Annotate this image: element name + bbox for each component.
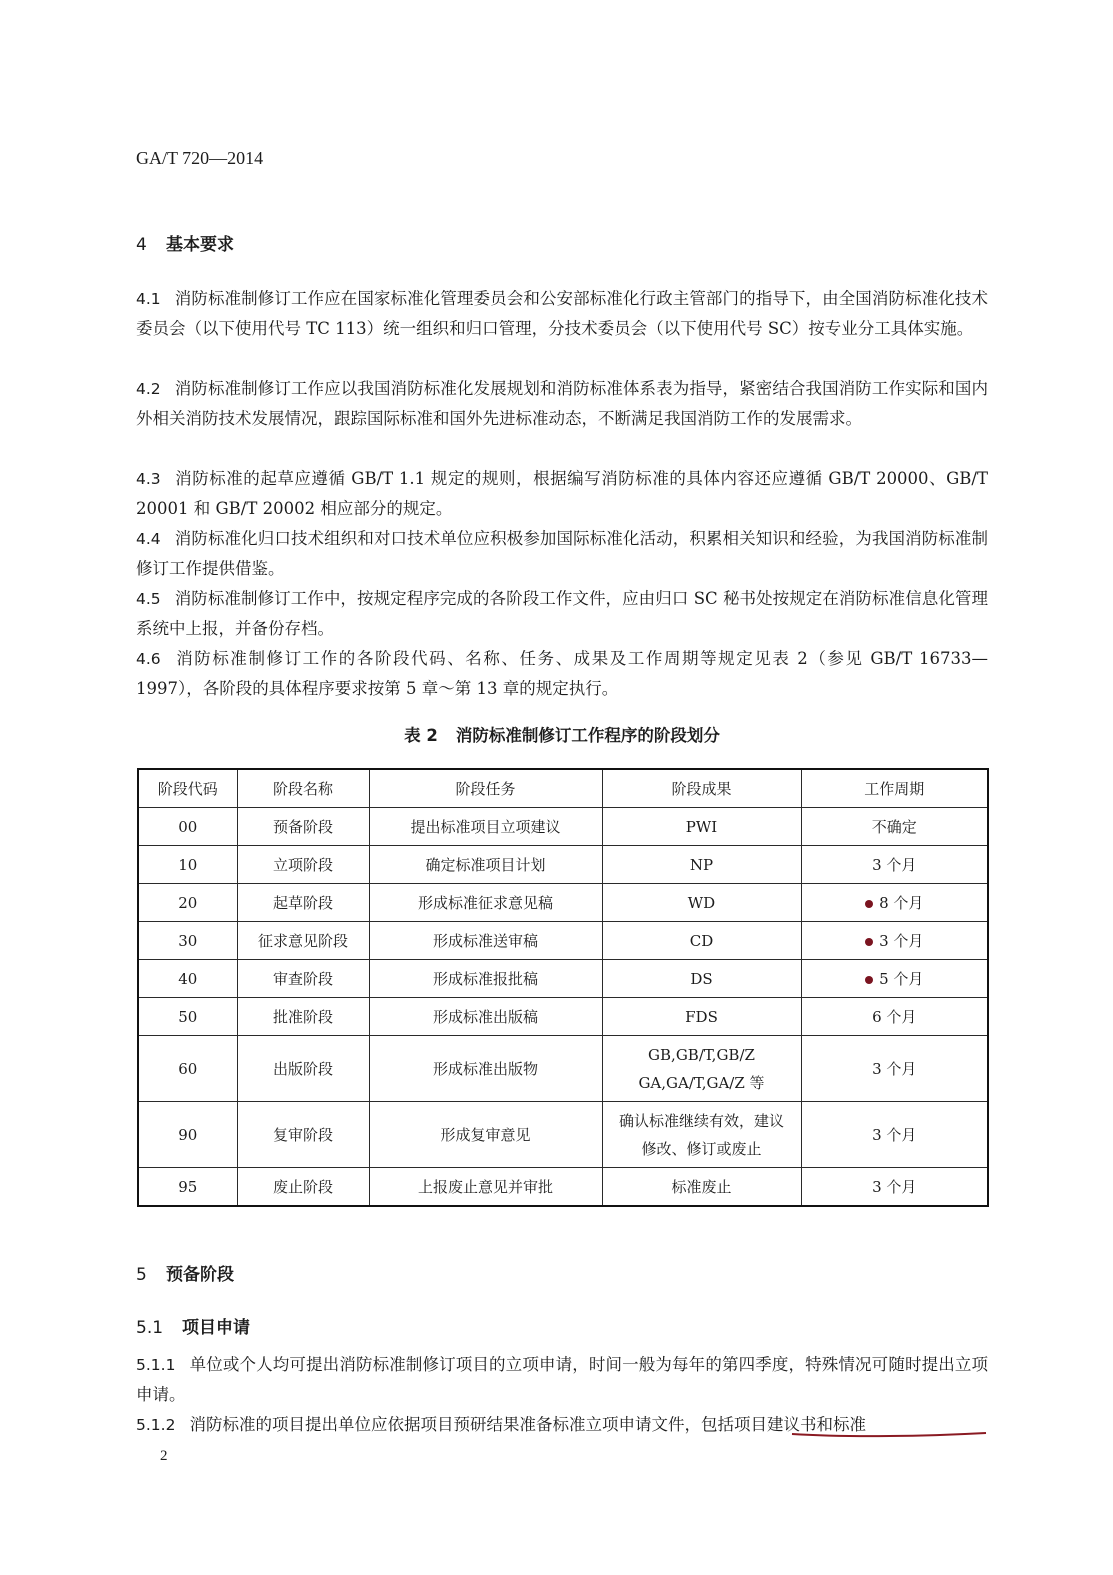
- ink-dot-mark: [865, 938, 873, 946]
- para-4-1: [136, 284, 988, 344]
- section-number: 4: [136, 235, 147, 255]
- section-4-heading: [136, 230, 234, 255]
- section-title: 基本要求: [166, 235, 234, 255]
- cell-result: [602, 1036, 801, 1102]
- doc-code: GA/T 720—2014: [136, 148, 264, 168]
- cell-period: 8 个月: [879, 893, 924, 912]
- table-row: [138, 884, 988, 922]
- cell-result-line: GA,GA/T,GA/Z 等: [638, 1073, 765, 1092]
- table-row: [138, 960, 988, 998]
- cell-name: 征求意见阶段: [237, 922, 369, 960]
- table-row: [138, 1036, 988, 1102]
- header-cell: 阶段任务: [369, 769, 602, 808]
- section-number: 5: [136, 1265, 147, 1285]
- table-row: [138, 808, 988, 846]
- cell-period: 3 个月: [801, 1168, 988, 1207]
- cell-task: 形成标准征求意见稿: [369, 884, 602, 922]
- ink-dot-mark: [865, 900, 873, 908]
- cell-result: 标准废止: [602, 1168, 801, 1207]
- cell-code: 10: [138, 846, 237, 884]
- stage-table: [137, 768, 989, 1207]
- clause-number: 4.2: [136, 380, 161, 398]
- para-4-6: [136, 644, 988, 704]
- table-row: [138, 998, 988, 1036]
- page-number: 2: [160, 1448, 168, 1464]
- clause-text: 消防标准的起草应遵循 GB/T 1.1 规定的规则，根据编写消防标准的具体内容还应遵循 GB/T 20000、GB/T 20001 和 GB/T 20002 相应部分的规定。: [136, 469, 988, 518]
- cell-period-marked: [801, 884, 988, 922]
- clause-text: 消防标准制修订工作的各阶段代码、名称、任务、成果及工作周期等规定见表 2（参见 GB/T 16733—1997），各阶段的具体程序要求按第 5 章～第 13 章的规定执行。: [136, 649, 988, 698]
- clause-text: 单位或个人均可提出消防标准制修订项目的立项申请，时间一般为每年的第四季度，特殊情况可随时提出立项申请。: [136, 1355, 988, 1404]
- clause-number: 4.1: [136, 290, 161, 308]
- para-4-3: [136, 464, 988, 524]
- subsection-title: 项目申请: [182, 1318, 250, 1338]
- cell-period: 3 个月: [801, 846, 988, 884]
- cell-period: 不确定: [801, 808, 988, 846]
- table-title: 消防标准制修订工作程序的阶段划分: [455, 726, 720, 745]
- cell-task: 形成标准出版稿: [369, 998, 602, 1036]
- clause-text: 消防标准制修订工作中，按规定程序完成的各阶段工作文件，应由归口 SC 秘书处按规定在消防标准信息化管理系统中上报，并备份存档。: [136, 589, 988, 638]
- cell-period: 3 个月: [801, 1102, 988, 1168]
- cell-name: 批准阶段: [237, 998, 369, 1036]
- cell-result-line: 确认标准继续有效，建议: [618, 1111, 784, 1130]
- cell-result-line: GB,GB/T,GB/Z: [648, 1045, 755, 1064]
- para-4-2: [136, 374, 988, 434]
- cell-result: WD: [602, 884, 801, 922]
- cell-result-line: 修改、修订或废止: [641, 1139, 762, 1158]
- section-5-1-heading: [136, 1313, 250, 1338]
- cell-result: NP: [602, 846, 801, 884]
- cell-period: 3 个月: [801, 1036, 988, 1102]
- cell-name: 废止阶段: [237, 1168, 369, 1207]
- table-row: [138, 846, 988, 884]
- para-5-1-1: [136, 1350, 988, 1410]
- clause-number: 5.1.2: [136, 1416, 176, 1434]
- ink-dot-mark: [865, 976, 873, 984]
- clause-number: 4.4: [136, 530, 161, 548]
- table-row: [138, 922, 988, 960]
- cell-code: 50: [138, 998, 237, 1036]
- header-cell: 工作周期: [801, 769, 988, 808]
- cell-result: DS: [602, 960, 801, 998]
- table-row: [138, 1102, 988, 1168]
- para-4-5: [136, 584, 988, 644]
- cell-code: 20: [138, 884, 237, 922]
- cell-code: 90: [138, 1102, 237, 1168]
- cell-code: 40: [138, 960, 237, 998]
- cell-name: 预备阶段: [237, 808, 369, 846]
- cell-period: 5 个月: [879, 969, 924, 988]
- header-cell: 阶段代码: [138, 769, 237, 808]
- cell-name: 出版阶段: [237, 1036, 369, 1102]
- clause-text: 消防标准化归口技术组织和对口技术单位应积极参加国际标准化活动，积累相关知识和经验，为我国消防标准制修订工作提供借鉴。: [136, 529, 988, 578]
- cell-period-marked: [801, 922, 988, 960]
- clause-number: 5.1.1: [136, 1356, 176, 1374]
- cell-name: 起草阶段: [237, 884, 369, 922]
- section-title: 预备阶段: [166, 1265, 234, 1285]
- clause-number: 4.5: [136, 590, 161, 608]
- clause-number: 4.6: [136, 650, 161, 668]
- cell-code: 00: [138, 808, 237, 846]
- table-number: 表 2: [404, 726, 438, 745]
- cell-task: 形成标准报批稿: [369, 960, 602, 998]
- cell-period-marked: [801, 960, 988, 998]
- cell-code: 60: [138, 1036, 237, 1102]
- clause-text: 消防标准制修订工作应在国家标准化管理委员会和公安部标准化行政主管部门的指导下，由全国消防标准化技术委员会（以下使用代号 TC 113）统一组织和归口管理，分技术委员会（以下使用代号 SC）按专业分工具体实施。: [136, 289, 988, 338]
- pen-underline-mark: [790, 1428, 990, 1442]
- cell-code: 30: [138, 922, 237, 960]
- cell-name: 复审阶段: [237, 1102, 369, 1168]
- cell-task: 上报废止意见并审批: [369, 1168, 602, 1207]
- cell-task: 形成复审意见: [369, 1102, 602, 1168]
- cell-task: 形成标准送审稿: [369, 922, 602, 960]
- subsection-number: 5.1: [136, 1318, 164, 1338]
- table-header-row: [138, 769, 988, 808]
- para-4-4: [136, 524, 988, 584]
- cell-code: 95: [138, 1168, 237, 1207]
- header-cell: 阶段成果: [602, 769, 801, 808]
- cell-result: FDS: [602, 998, 801, 1036]
- cell-task: 提出标准项目立项建议: [369, 808, 602, 846]
- cell-period: 6 个月: [801, 998, 988, 1036]
- table-caption: [136, 722, 988, 746]
- cell-task: 形成标准出版物: [369, 1036, 602, 1102]
- clause-number: 4.3: [136, 470, 161, 488]
- cell-result: [602, 1102, 801, 1168]
- cell-result: CD: [602, 922, 801, 960]
- cell-result: PWI: [602, 808, 801, 846]
- clause-text: 消防标准制修订工作应以我国消防标准化发展规划和消防标准体系表为指导，紧密结合我国消防工作实际和国内外相关消防技术发展情况，跟踪国际标准和国外先进标准动态，不断满足我国消防工作的发展需求。: [136, 379, 988, 428]
- header-cell: 阶段名称: [237, 769, 369, 808]
- table-row: [138, 1168, 988, 1207]
- cell-name: 立项阶段: [237, 846, 369, 884]
- cell-period: 3 个月: [879, 931, 924, 950]
- cell-name: 审查阶段: [237, 960, 369, 998]
- section-5-heading: [136, 1260, 234, 1285]
- clause-text: 消防标准的项目提出单位应依据项目预研结果准备标准立项申请文件，包括项目建议书和标准: [189, 1415, 866, 1434]
- cell-task: 确定标准项目计划: [369, 846, 602, 884]
